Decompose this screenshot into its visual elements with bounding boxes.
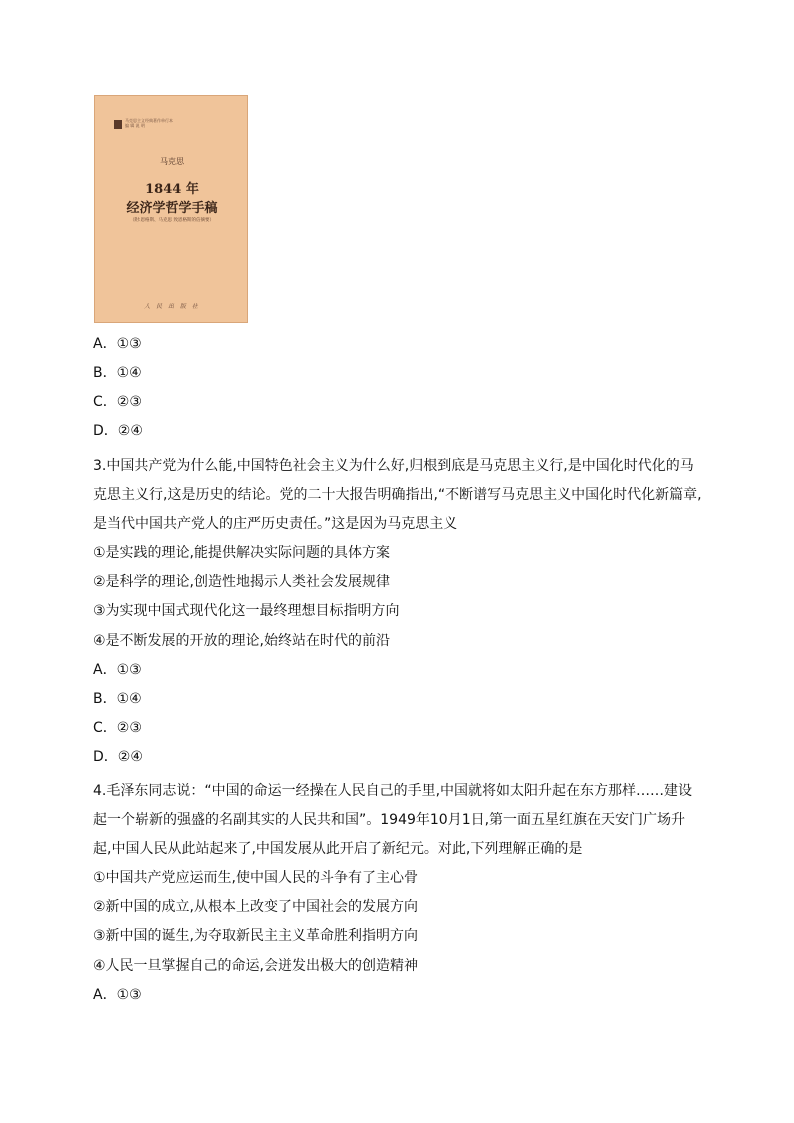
q3-stem (93, 452, 703, 539)
q2-option-d[interactable]: D．②④ (93, 423, 143, 439)
q3-stem-line: 是当代中国共产党人的庄严历史责任。”这是因为马克思主义 (93, 516, 458, 532)
q3-option-b[interactable]: B．①④ (93, 691, 142, 707)
q3-statement-2: ②是科学的理论,创造性地揭示人类社会发展规律 (93, 574, 390, 590)
q4-statement-2: ②新中国的成立,从根本上改变了中国社会的发展方向 (93, 899, 418, 915)
q3-stem-line: 3.中国共产党为什么能,中国特色社会主义为什么好,归根到底是马克思主义行,是中国化时代化的马 (93, 458, 694, 474)
book-author: 马克思 (160, 157, 184, 166)
q2-option-c[interactable]: C．②③ (93, 394, 142, 410)
book-series-line: 马克思主义经典著作单行本 (125, 118, 173, 123)
book-title: 经济学哲学手稿 (126, 201, 218, 216)
book-series-label (125, 118, 173, 128)
book-subtitle: （附:恩格斯、马克思 致恩格斯的信摘要） (130, 218, 214, 223)
book-year: 1844 年 (145, 182, 199, 197)
q4-stem (93, 777, 703, 864)
q4-statement-1: ①中国共产党应运而生,使中国人民的斗争有了主心骨 (93, 870, 418, 886)
book-cover-image (94, 95, 248, 323)
q2-option-b[interactable]: B．①④ (93, 365, 142, 381)
q4-stem-line: 起一个崭新的强盛的名副其实的人民共和国”。1949年10月1日,第一面五星红旗在天安门广场升 (93, 812, 686, 828)
q3-statement-1: ①是实践的理论,能提供解决实际问题的具体方案 (93, 545, 390, 561)
book-publisher: 人 民 出 版 社 (144, 303, 200, 310)
q3-stem-line: 克思主义行,这是历史的结论。党的二十大报告明确指出,“不断谱写马克思主义中国化时代化新篇章, (93, 487, 702, 503)
q4-stem-line: 起,中国人民从此站起来了,中国发展从此开启了新纪元。对此,下列理解正确的是 (93, 841, 583, 857)
q4-statement-4: ④人民一旦掌握自己的命运,会迸发出极大的创造精神 (93, 958, 418, 974)
q4-statement-3: ③新中国的诞生,为夺取新民主主义革命胜利指明方向 (93, 928, 418, 944)
q3-option-d[interactable]: D．②④ (93, 749, 143, 765)
q3-option-a[interactable]: A．①③ (93, 662, 142, 678)
q2-option-a[interactable]: A．①③ (93, 336, 142, 352)
q4-option-a[interactable]: A．①③ (93, 987, 142, 1003)
book-logo-icon (114, 120, 122, 129)
book-series-line: 编 辑 说 明 (125, 123, 145, 128)
q3-option-c[interactable]: C．②③ (93, 720, 142, 736)
q3-statement-4: ④是不断发展的开放的理论,始终站在时代的前沿 (93, 633, 390, 649)
q3-statement-3: ③为实现中国式现代化这一最终理想目标指明方向 (93, 603, 400, 619)
q4-stem-line: 4.毛泽东同志说：“中国的命运一经操在人民自己的手里,中国就将如太阳升起在东方那样……建设 (93, 783, 693, 799)
